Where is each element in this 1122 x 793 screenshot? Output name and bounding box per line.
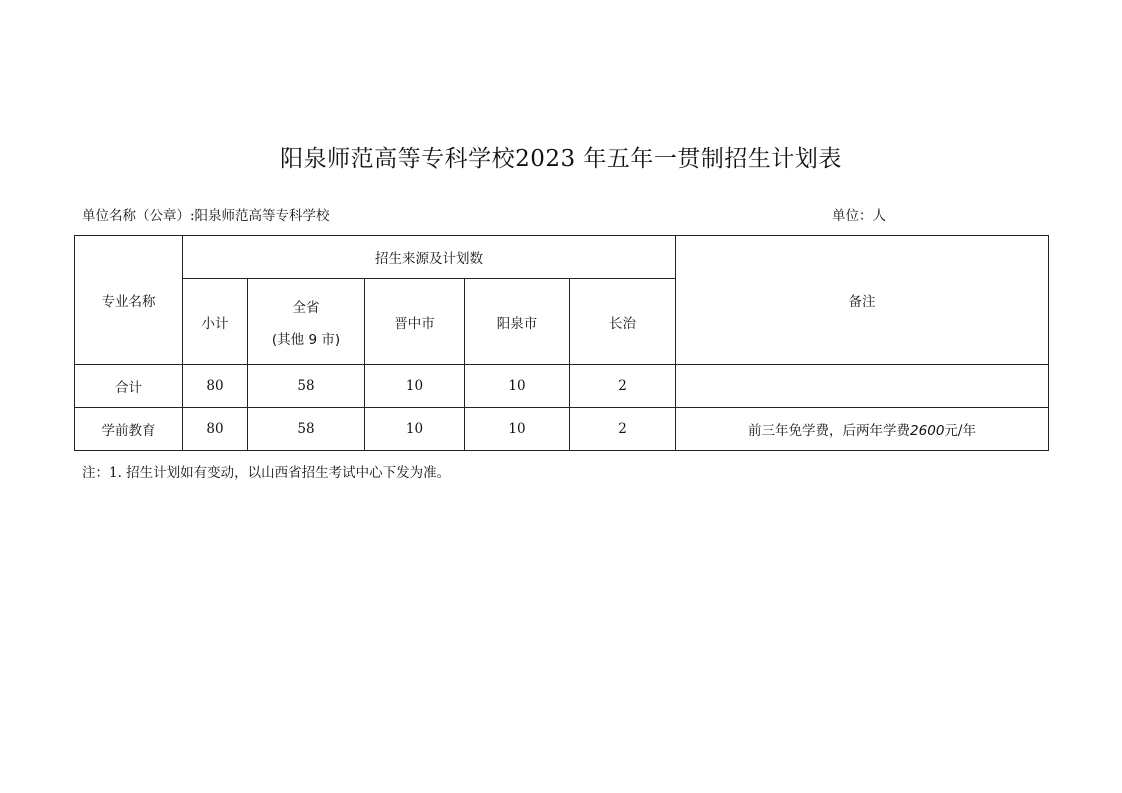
cell-major: 合计 — [75, 365, 183, 408]
table-row-total — [75, 365, 1049, 408]
cell-major: 学前教育 — [75, 408, 183, 451]
header-province-line2: (其他 9 市) — [271, 331, 341, 348]
header-source-group: 招生来源及计划数 — [183, 236, 676, 279]
unit-label: 单位：人 — [832, 208, 886, 224]
enrollment-plan-table — [74, 235, 1049, 451]
header-remark: 备注 — [676, 236, 1049, 365]
header-jinzhong: 晋中市 — [365, 279, 465, 365]
header-province-line1: 全省 — [292, 299, 320, 316]
header-major: 专业名称 — [75, 236, 183, 365]
page-title: 阳泉师范高等专科学校2023 年五年一贯制招生计划表 — [280, 146, 842, 172]
cell-jinzhong: 10 — [365, 408, 465, 451]
unit-name: 单位名称（公章）:阳泉师范高等专科学校 — [82, 208, 330, 224]
remark-prefix: 前三年免学费，后两年学费 — [748, 423, 911, 439]
header-row-1 — [75, 236, 1049, 279]
remark-amount: 2600 — [910, 423, 945, 439]
cell-remark — [676, 365, 1049, 408]
cell-subtotal: 80 — [183, 408, 248, 451]
cell-remark — [676, 408, 1049, 451]
cell-changzhi: 2 — [570, 365, 676, 408]
footnote: 注：1. 招生计划如有变动，以山西省招生考试中心下发为准。 — [82, 465, 451, 481]
cell-subtotal: 80 — [183, 365, 248, 408]
header-province — [248, 279, 365, 365]
cell-province: 58 — [248, 365, 365, 408]
cell-yangquan: 10 — [465, 365, 570, 408]
header-subtotal: 小计 — [183, 279, 248, 365]
remark-suffix: 元/年 — [944, 423, 976, 439]
cell-province: 58 — [248, 408, 365, 451]
header-yangquan: 阳泉市 — [465, 279, 570, 365]
cell-yangquan: 10 — [465, 408, 570, 451]
cell-changzhi: 2 — [570, 408, 676, 451]
table-row-preschool — [75, 408, 1049, 451]
cell-jinzhong: 10 — [365, 365, 465, 408]
header-changzhi: 长治 — [570, 279, 676, 365]
